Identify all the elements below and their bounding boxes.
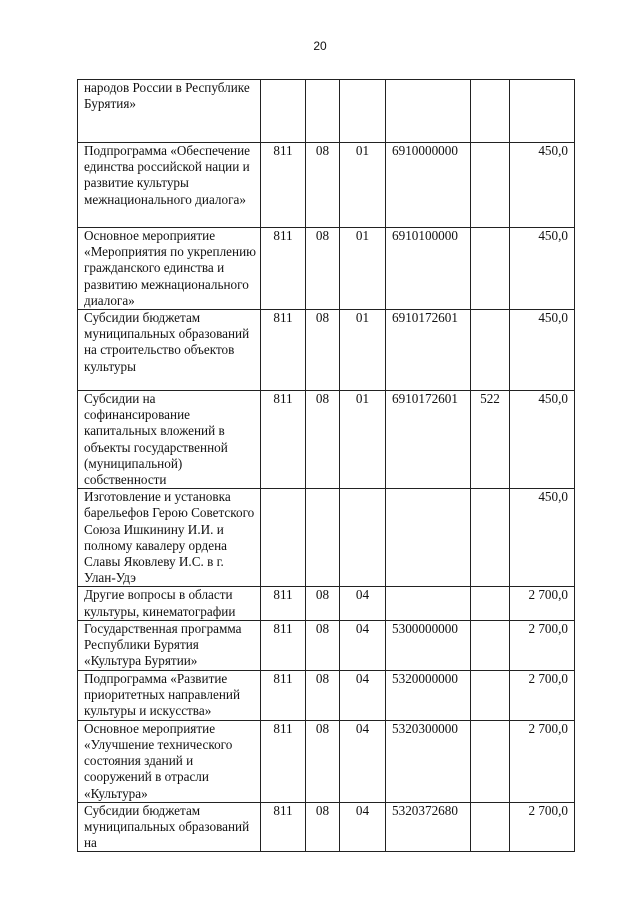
grbs-code: 811 [261,720,306,802]
subsection-code: 04 [340,802,386,852]
section-code: 08 [306,620,340,670]
grbs-code: 811 [261,310,306,391]
subsection-code: 04 [340,720,386,802]
expense-type-code [471,620,510,670]
expense-type-code [471,489,510,587]
section-code [306,80,340,143]
grbs-code: 811 [261,391,306,489]
section-code: 08 [306,143,340,228]
grbs-code: 811 [261,228,306,310]
table-row [78,587,575,620]
subsection-code: 01 [340,143,386,228]
grbs-code [261,80,306,143]
section-code: 08 [306,720,340,802]
table-row [78,489,575,587]
table-row [78,228,575,310]
grbs-code: 811 [261,587,306,620]
target-article-code: 6910172601 [386,310,471,391]
subsection-code [340,489,386,587]
budget-table [77,79,575,852]
section-code: 08 [306,228,340,310]
table-row [78,670,575,720]
item-name: народов России в Республике Бурятия» [78,80,261,143]
table-row [78,802,575,852]
item-name: Основное мероприятие «Улучшение технического состояния зданий и сооружений в отрасли «Культура» [78,720,261,802]
expense-type-code [471,802,510,852]
expense-type-code: 522 [471,391,510,489]
subsection-code: 04 [340,670,386,720]
amount: 450,0 [510,310,575,391]
amount: 450,0 [510,143,575,228]
page-number: 20 [313,39,327,53]
amount: 2 700,0 [510,802,575,852]
section-code [306,489,340,587]
amount: 2 700,0 [510,670,575,720]
amount [510,80,575,143]
target-article-code [386,489,471,587]
amount: 2 700,0 [510,587,575,620]
section-code: 08 [306,587,340,620]
target-article-code [386,80,471,143]
section-code: 08 [306,391,340,489]
item-name: Субсидии на софинансирование капитальных вложений в объекты государственной (муниципальной) собственности [78,391,261,489]
section-code: 08 [306,802,340,852]
expense-type-code [471,228,510,310]
table-row [78,310,575,391]
item-name: Субсидии бюджетам муниципальных образований на строительство объектов культуры [78,310,261,391]
amount: 450,0 [510,489,575,587]
amount: 450,0 [510,228,575,310]
grbs-code [261,489,306,587]
item-name: Основное мероприятие «Мероприятия по укреплению гражданского единства и развитию межнационального диалога» [78,228,261,310]
subsection-code: 04 [340,587,386,620]
subsection-code [340,80,386,143]
grbs-code: 811 [261,143,306,228]
amount: 2 700,0 [510,620,575,670]
table-row [78,620,575,670]
expense-type-code [471,670,510,720]
target-article-code: 5320300000 [386,720,471,802]
expense-type-code [471,587,510,620]
item-name: Подпрограмма «Развитие приоритетных направлений культуры и искусства» [78,670,261,720]
expense-type-code [471,143,510,228]
subsection-code: 01 [340,391,386,489]
section-code: 08 [306,670,340,720]
item-name: Другие вопросы в области культуры, кинематографии [78,587,261,620]
table-row [78,143,575,228]
subsection-code: 01 [340,228,386,310]
target-article-code: 6910100000 [386,228,471,310]
target-article-code [386,587,471,620]
item-name: Государственная программа Республики Бурятия «Культура Бурятии» [78,620,261,670]
expense-type-code [471,720,510,802]
grbs-code: 811 [261,670,306,720]
grbs-code: 811 [261,802,306,852]
target-article-code: 6910172601 [386,391,471,489]
table-row [78,80,575,143]
target-article-code: 5300000000 [386,620,471,670]
subsection-code: 04 [340,620,386,670]
expense-type-code [471,80,510,143]
item-name: Субсидии бюджетам муниципальных образований на [78,802,261,852]
item-name: Подпрограмма «Обеспечение единства российской нации и развитие культуры межнационального диалога» [78,143,261,228]
amount: 450,0 [510,391,575,489]
amount: 2 700,0 [510,720,575,802]
target-article-code: 5320372680 [386,802,471,852]
grbs-code: 811 [261,620,306,670]
item-name: Изготовление и установка барельефов Герою Советского Союза Ишкинину И.И. и полному кавалеру ордена Славы Яковлеву И.С. в г. Улан-Удэ [78,489,261,587]
subsection-code: 01 [340,310,386,391]
expense-type-code [471,310,510,391]
table-row [78,391,575,489]
table-row [78,720,575,802]
target-article-code: 5320000000 [386,670,471,720]
target-article-code: 6910000000 [386,143,471,228]
section-code: 08 [306,310,340,391]
